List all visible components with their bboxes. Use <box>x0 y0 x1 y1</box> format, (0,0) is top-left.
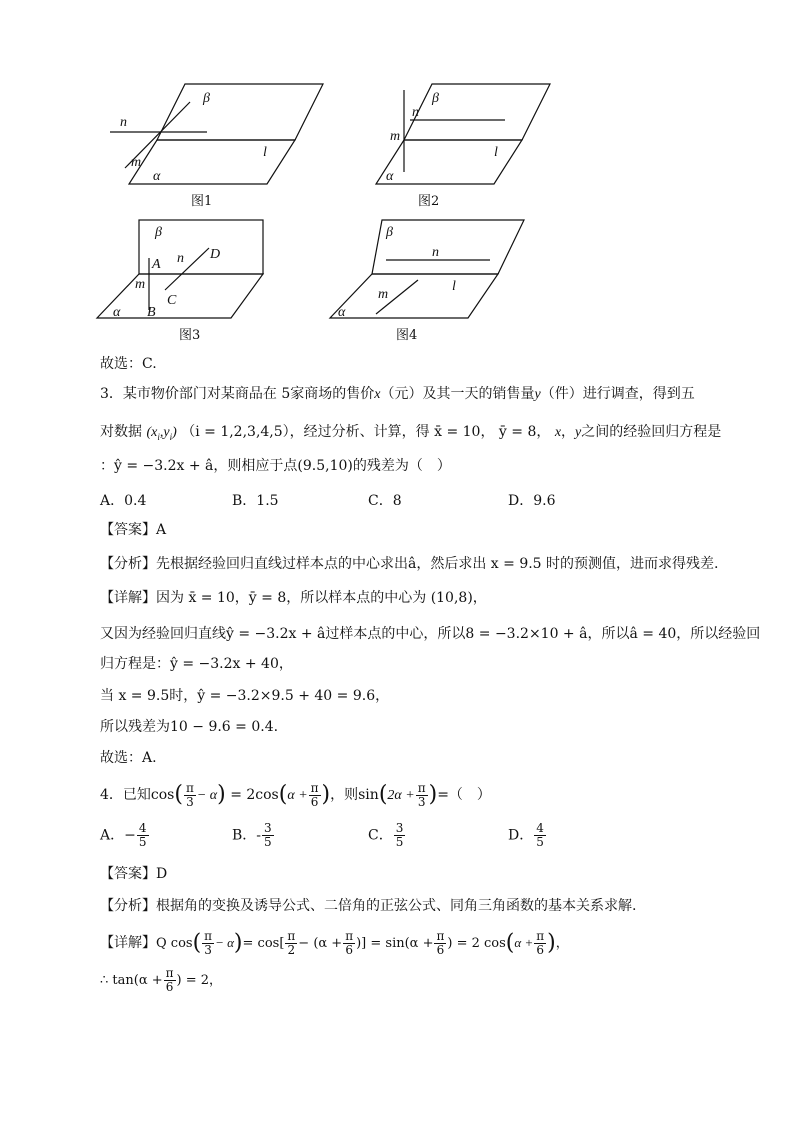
fig1-n: n <box>120 115 127 130</box>
q4-d2-frac-den: 6 <box>165 980 174 994</box>
q4-d1-frac-b-num: π <box>287 929 296 943</box>
q4-frac-pi3 <box>184 782 196 809</box>
figure-2-caption: 图2 <box>418 194 440 209</box>
figure-1 <box>95 80 335 210</box>
q2-choice: 故选：C. <box>100 356 157 372</box>
q3-detail-4: 当 x = 9.5时，ŷ = −3.2×9.5 + 40 = 9.6， <box>100 688 390 704</box>
q4-opt-c-num: 3 <box>395 821 404 835</box>
q4-two-alpha: 2α + <box>387 788 415 803</box>
q4-stem-b: = 2cos <box>230 787 279 803</box>
q3-ybar: ȳ = 8 <box>498 424 537 440</box>
figure-3-diagram <box>95 218 295 322</box>
q4-d1-frac-a-num: π <box>204 929 213 943</box>
q4-opt-b-den: 5 <box>264 835 272 849</box>
q4-option-d <box>508 822 547 849</box>
q3-detail-3: 归方程是：ŷ = −3.2x + 40， <box>100 656 293 672</box>
q3-var-y2: y <box>575 425 582 440</box>
fig3-alpha: α <box>113 305 121 320</box>
q4-frac-pi6 <box>309 782 321 809</box>
q4-option-a <box>100 822 150 849</box>
q3-answer-tag: 【答案】 <box>100 522 156 538</box>
fig3-beta: β <box>155 225 162 240</box>
q4-stem-a: 4．已知cos <box>100 787 175 803</box>
q4-opt-a-frac <box>137 822 149 849</box>
figure-4 <box>328 218 528 348</box>
q4-d1-frac-b <box>285 930 297 957</box>
q4-d1-frac-e-den: 6 <box>536 943 545 957</box>
q4-answer <box>100 864 167 884</box>
fig2-m: m <box>390 129 401 144</box>
fig2-l: l <box>494 145 498 160</box>
fig3-B: B <box>147 305 156 320</box>
q4-opt-d-den: 5 <box>536 835 544 849</box>
q4-frac-pi3b-num: π <box>417 780 426 795</box>
fig1-l: l <box>263 145 267 160</box>
q3-stem-line1 <box>100 384 695 405</box>
figure-3-caption: 图3 <box>179 328 201 343</box>
fig4-m: m <box>378 287 389 302</box>
q4-opt-c-label: C． <box>368 827 393 844</box>
q4-opt-a-label: A． <box>100 827 125 844</box>
q4-d1-frac-d-den: 6 <box>436 943 445 957</box>
q3-answer <box>100 520 166 540</box>
fig3-m: m <box>135 277 146 292</box>
q3-option-b: B．1.5 <box>232 493 279 509</box>
figure-1-caption: 图1 <box>191 194 213 209</box>
q4-detail1-mid2: − (α + <box>298 936 343 951</box>
fig1-alpha: α <box>153 169 161 184</box>
q4-detail1-mid3: )] = sin(α + <box>356 936 434 951</box>
fig4-l: l <box>452 279 456 294</box>
q3-detail-1 <box>100 588 487 608</box>
fig3-A: A <box>152 257 161 272</box>
q4-d1-frac-e <box>534 930 546 957</box>
q3-stem2-a: 对数据 <box>100 424 142 440</box>
q4-option-c <box>368 822 406 849</box>
figure-2-diagram <box>370 80 570 190</box>
q3-xbar: x̄ = 10 <box>434 424 481 440</box>
q4-opt-a-num: 4 <box>138 821 147 835</box>
q4-d1-frac-d-num: π <box>436 929 445 943</box>
figure-4-diagram <box>328 218 528 322</box>
fig2-beta: β <box>432 91 439 106</box>
q4-detail2-pre: ∴ tan(α + <box>100 973 163 988</box>
q4-frac-pi3b <box>416 782 428 809</box>
q3-var-x: x <box>374 387 381 402</box>
q4-frac-pi6-den: 6 <box>310 794 319 809</box>
q4-d1-frac-e-num: π <box>536 929 545 943</box>
q3-option-c: C．8 <box>368 493 402 509</box>
q4-frac-pi3-num: π <box>185 780 194 795</box>
q4-frac-pi6-num: π <box>310 780 319 795</box>
q3-choice: 故选：A. <box>100 750 157 766</box>
q4-d1-frac-a <box>202 930 214 957</box>
q4-analysis-text: 根据角的变换及诱导公式、二倍角的正弦公式、同角三角函数的基本关系求解. <box>156 898 637 914</box>
fig1-beta: β <box>203 91 210 106</box>
q4-detail1-mid: = cos[ <box>242 936 285 951</box>
q4-d1-frac-c-den: 6 <box>345 943 353 957</box>
q4-minus-alpha: − α <box>196 788 218 803</box>
q4-answer-value: D <box>156 866 168 882</box>
q4-detail1-mid4: ) = 2 cos <box>447 936 506 951</box>
q4-d2-frac <box>164 967 176 994</box>
q4-d1-frac-d <box>434 930 446 957</box>
fig4-alpha: α <box>338 305 346 320</box>
fig3-n: n <box>177 251 184 266</box>
q3-detail-tag: 【详解】 <box>100 590 156 606</box>
q4-d1-alpha-plus: α + <box>514 935 534 950</box>
q4-detail-1: 【详解】Q cos( $\frac{\pi}{3}$ − α)= cos[ $\frac{\pi}{2}$ − (α + $\frac{\pi}{6}$ )] = sin(α + $\frac{\pi}{6}$ ) = 2 cos(α + $\frac{\pi}{6}$ )， <box>100 929 569 957</box>
q3-analysis-text: 先根据经验回归直线过样本点的中心求出â，然后求出 x = 9.5 时的预测值，进而求得残差. <box>156 556 719 572</box>
q3-stem2-i: （i = 1,2,3,4,5），经过分析、计算，得 <box>181 424 430 440</box>
q4-frac-pi3b-den: 3 <box>417 794 426 809</box>
q4-d1-frac-a-den: 3 <box>204 943 212 957</box>
q3-option-a: A．0.4 <box>100 493 147 509</box>
q3-stem-part2: （元）及其一天的销售量 <box>380 386 535 402</box>
q3-stem-part3: （件）进行调查，得到五 <box>540 386 695 402</box>
q4-opt-a-sign: − <box>124 827 136 844</box>
q4-detail-tag: 【详解】 <box>100 935 156 951</box>
q3-var-y: y <box>534 387 541 402</box>
q4-option-b <box>232 822 275 849</box>
q4-opt-d-num: 4 <box>536 821 544 835</box>
figure-1-diagram <box>95 80 335 190</box>
q3-option-d: D．9.6 <box>508 493 556 509</box>
q4-analysis <box>100 896 636 916</box>
q3-detail-5: 所以残差为10 − 9.6 = 0.4. <box>100 719 279 735</box>
q4-opt-c-den: 5 <box>395 835 404 849</box>
q3-stem-part1: 3．某市物价部门对某商品在 5家商场的售价 <box>100 386 375 402</box>
q4-opt-b-num: 3 <box>264 821 272 835</box>
q4-detail-2 <box>100 966 222 996</box>
q4-d1-frac-b-den: 2 <box>287 943 296 957</box>
q4-detail1-end: ， <box>555 936 569 951</box>
fig4-beta: β <box>386 225 393 240</box>
q3-stem-line3: ：ŷ = −3.2x + â，则相应于点(9.5,10)的残差为（ ） <box>100 458 451 474</box>
q3-analysis-tag: 【分析】 <box>100 556 156 572</box>
fig2-alpha: α <box>386 169 394 184</box>
q3-detail-2: 又因为经验回归直线ŷ = −3.2x + â过样本点的中心，所以8 = −3.2×10 + â，所以â = 40，所以经验回 <box>100 626 761 642</box>
q4-opt-a-den: 5 <box>138 835 147 849</box>
q4-opt-d-label: D． <box>508 827 534 844</box>
q4-opt-c-frac <box>394 822 406 849</box>
q4-d1-minus-alpha: − α <box>215 935 234 950</box>
q4-analysis-tag: 【分析】 <box>100 898 156 914</box>
figure-4-caption: 图4 <box>396 328 418 343</box>
q4-opt-b-label: B． <box>232 827 257 844</box>
q4-d2-frac-num: π <box>165 966 174 980</box>
q4-opt-b-frac <box>262 822 274 849</box>
q3-analysis <box>100 554 719 574</box>
q4-opt-b-sign: - <box>256 827 262 844</box>
q3-answer-value: A <box>156 522 167 538</box>
q3-detail1-text: 因为 x̄ = 10，ȳ = 8，所以样本点的中心为 (10,8)， <box>156 590 487 606</box>
fig3-C: C <box>167 293 177 308</box>
q4-stem-d: =（ ） <box>437 787 491 803</box>
q3-stem2-end: 之间的经验回归方程是 <box>581 424 722 440</box>
q4-frac-pi3-den: 3 <box>186 794 194 809</box>
q4-opt-d-frac <box>534 822 546 849</box>
q4-stem-c: ，则sin <box>330 787 379 803</box>
fig1-m: m <box>131 155 142 170</box>
q3-var-x2: x <box>554 425 562 440</box>
q3-stem-line2: 对数据 $(x_i,y_i) (i = 1,2,3,4,5)$，经过分析、计算，得 x̄ = 10， ȳ = 8， x，y之间的经验回归方程是 <box>100 424 722 442</box>
figure-2 <box>370 80 570 210</box>
q3-pair: $(x_i,y_i)$ <box>146 425 177 442</box>
fig3-D: D <box>210 247 221 262</box>
fig2-n: n <box>412 105 419 120</box>
q4-alpha-plus: α + <box>287 788 308 803</box>
q4-d1-frac-c-num: π <box>345 929 354 943</box>
q4-detail2-end: ) = 2， <box>176 973 223 988</box>
figure-3 <box>95 218 295 348</box>
q4-detail1-pre: Q cos <box>156 936 193 951</box>
q4-stem: 4．已知cos( $\frac{\pi}{3}$ − α) = 2cos(α + $\frac{\pi}{6}$ )，则sin(2α + $\frac{\pi}{3}$ )=（ ） <box>100 780 491 809</box>
q4-answer-tag: 【答案】 <box>100 866 156 882</box>
q4-d1-frac-c <box>343 930 355 957</box>
fig4-n: n <box>432 245 439 260</box>
